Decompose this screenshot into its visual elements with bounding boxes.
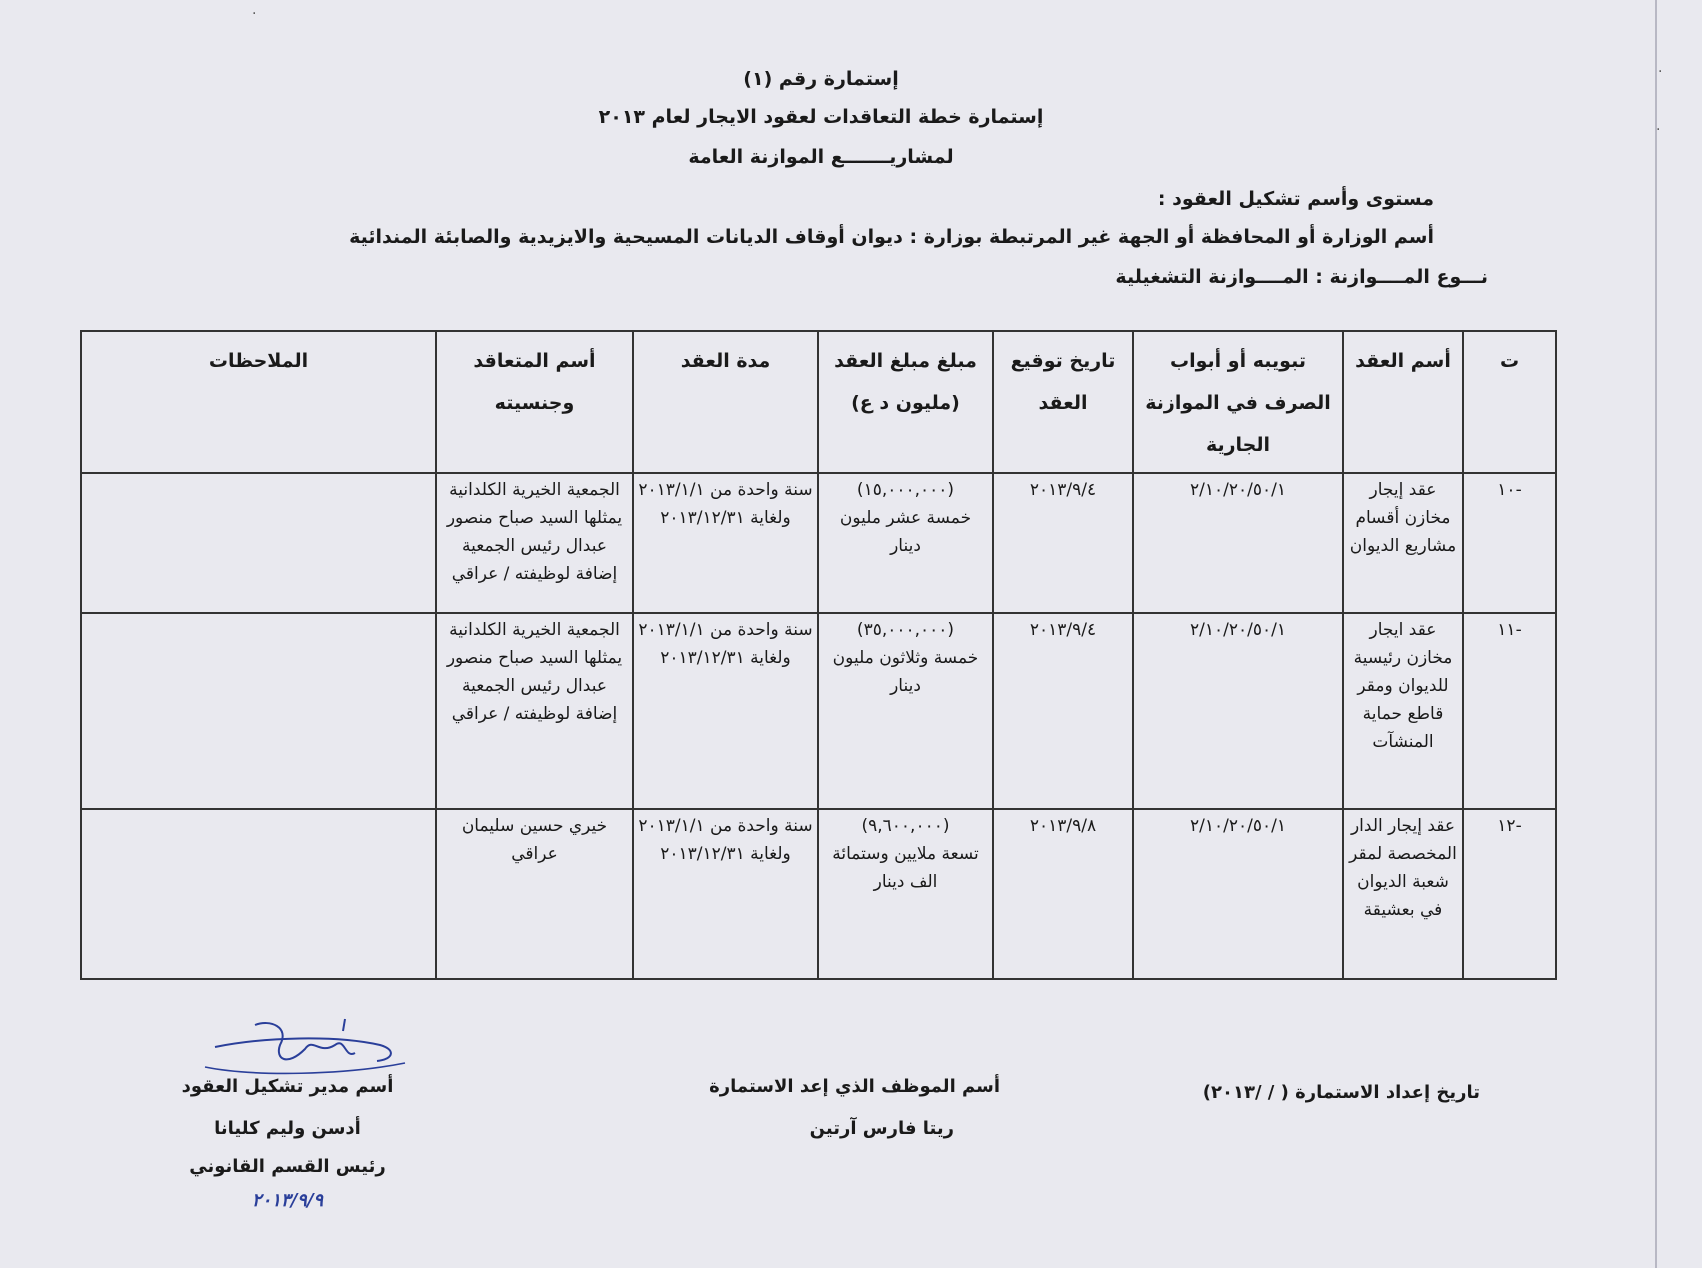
cell-contractor: الجمعية الخيرية الكلدانية يمثلها السيد صباح منصور عبدال رئيس الجمعية إضافة لوظيفته / عراقي	[436, 473, 633, 613]
cell-amount-figure: (٩,٦٠٠,٠٠٠)	[861, 816, 950, 836]
cell-notes	[81, 613, 436, 809]
cell-date: ٢٠١٣/٩/٤	[993, 473, 1133, 613]
cell-contractor: خيري حسين سليمان عراقي	[436, 809, 633, 979]
preparation-date: تاريخ إعداد الاستمارة ( / /٢٠١٣)	[1202, 1082, 1480, 1103]
scan-speck: .	[1658, 60, 1663, 76]
table-row	[81, 613, 1556, 809]
manager-signature	[195, 1015, 410, 1085]
cell-seq: -١٢	[1463, 809, 1556, 979]
contract-level-label: مستوى وأسم تشكيل العقود :	[1157, 188, 1434, 210]
form-number: إستمارة رقم (١)	[743, 68, 899, 90]
form-subtitle: لمشاريـــــــع الموازنة العامة	[688, 146, 954, 168]
cell-name: عقد إيجار الدار المخصصة لمقر شعبة الديوان في بعشيقة	[1343, 809, 1463, 979]
cell-amount	[818, 473, 993, 613]
scan-speck: ·	[1656, 122, 1661, 138]
manager-title: رئيس القسم القانوني	[189, 1156, 386, 1177]
cell-date: ٢٠١٣/٩/٤	[993, 613, 1133, 809]
cell-name: عقد ايجار مخازن رئيسية للديوان ومقر قاطع حماية المنشآت	[1343, 613, 1463, 809]
scan-speck: ·	[252, 6, 257, 22]
col-header-contractor: أسم المتعاقد وجنسيته	[436, 331, 633, 473]
cell-amount-words: تسعة ملايين وستمائة الف دينار	[832, 844, 979, 892]
cell-amount-words: خمسة وثلاثون مليون دينار	[832, 648, 979, 696]
col-header-amount	[818, 331, 993, 473]
cell-section: ٢/١٠/٢٠/٥٠/١	[1133, 473, 1343, 613]
cell-contractor: الجمعية الخيرية الكلدانية يمثلها السيد صباح منصور عبدال رئيس الجمعية إضافة لوظيفته / عراقي	[436, 613, 633, 809]
table-row	[81, 809, 1556, 979]
table-header-row	[81, 331, 1556, 473]
col-header-amount-unit: (مليون د ع)	[851, 392, 960, 414]
budget-type-line: نـــوع المــــوازنة : المــــوازنة التشغيلية	[1115, 266, 1488, 288]
manager-label: أسم مدير تشكيل العقود	[181, 1076, 394, 1097]
col-header-amount-label: مبلغ مبلغ العقد	[834, 350, 977, 372]
contracts-table	[80, 330, 1557, 980]
manager-name: أدسن وليم كليانا	[214, 1118, 361, 1139]
cell-date: ٢٠١٣/٩/٨	[993, 809, 1133, 979]
cell-duration: سنة واحدة من ٢٠١٣/١/١ ولغاية ٢٠١٣/١٢/٣١	[633, 473, 818, 613]
cell-duration: سنة واحدة من ٢٠١٣/١/١ ولغاية ٢٠١٣/١٢/٣١	[633, 613, 818, 809]
cell-amount	[818, 809, 993, 979]
ministry-line: أسم الوزارة أو المحافظة أو الجهة غير المرتبطة بوزارة : ديوان أوقاف الديانات المسيحية والايزيدية والصابئة المندائية	[349, 226, 1434, 248]
form-title: إستمارة خطة التعاقدات لعقود الايجار لعام ٢٠١٣	[598, 106, 1044, 128]
cell-amount-words: خمسة عشر مليون دينار	[839, 508, 972, 556]
cell-seq: -١١	[1463, 613, 1556, 809]
cell-duration: سنة واحدة من ٢٠١٣/١/١ ولغاية ٢٠١٣/١٢/٣١	[633, 809, 818, 979]
page-edge	[1655, 0, 1657, 1268]
manager-date: ٢٠١٣/٩/٩	[251, 1190, 324, 1211]
col-header-name: أسم العقد	[1343, 331, 1463, 473]
cell-notes	[81, 473, 436, 613]
cell-seq: -١٠	[1463, 473, 1556, 613]
cell-section: ٢/١٠/٢٠/٥٠/١	[1133, 613, 1343, 809]
preparer-name: ريتا فارس آرتين	[809, 1118, 954, 1139]
cell-section: ٢/١٠/٢٠/٥٠/١	[1133, 809, 1343, 979]
col-header-section: تبويبه أو أبواب الصرف في الموازنة الجارية	[1133, 331, 1343, 473]
cell-amount-figure: (٣٥,٠٠٠,٠٠٠)	[856, 620, 955, 640]
table-row	[81, 473, 1556, 613]
col-header-duration: مدة العقد	[633, 331, 818, 473]
preparer-label: أسم الموظف الذي إعد الاستمارة	[709, 1076, 1000, 1097]
cell-amount-figure: (١٥,٠٠٠,٠٠٠)	[856, 480, 955, 500]
cell-name: عقد إيجار مخازن أقسام مشاريع الديوان	[1343, 473, 1463, 613]
cell-notes	[81, 809, 436, 979]
cell-amount	[818, 613, 993, 809]
col-header-date: تاريخ توقيع العقد	[993, 331, 1133, 473]
col-header-notes: الملاحظات	[81, 331, 436, 473]
col-header-seq: ت	[1463, 331, 1556, 473]
